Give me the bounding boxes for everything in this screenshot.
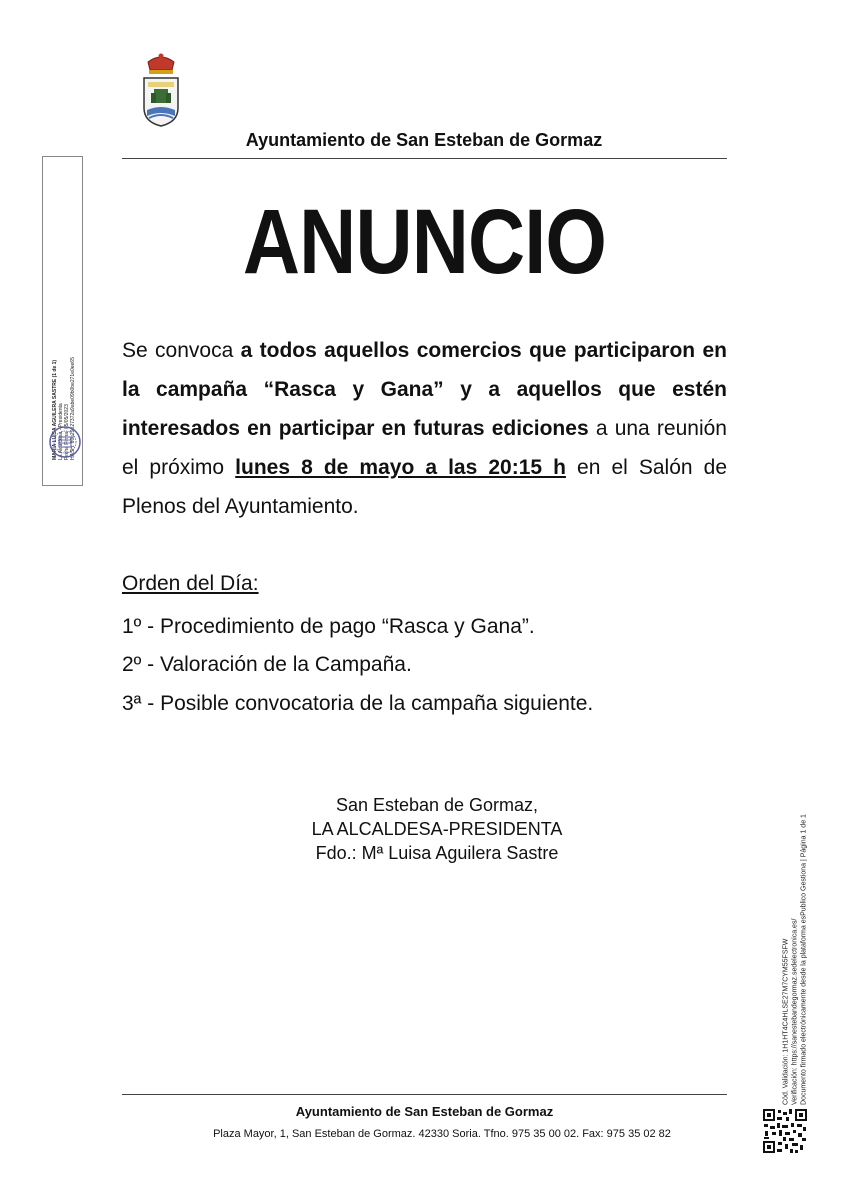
announcement-paragraph	[122, 331, 727, 526]
paragraph-location: en el Salón de Plenos del Ayuntamiento.	[122, 456, 727, 518]
e-signature-text	[52, 200, 76, 460]
agenda-title: Orden del Día:	[122, 572, 259, 595]
paragraph-recipients: a todos aquellos comercios que participaron en la campaña “Rasca y Gana” y a aquellos que estén interesados en participar en futuras ediciones	[122, 339, 727, 440]
validation-text	[782, 745, 809, 1105]
header-title: Ayuntamiento de San Esteban de Gormaz	[245, 130, 603, 150]
validation-line: Verificación: https://sanestebandegormaz.sedelectronica.es/	[791, 918, 799, 1105]
signature-name: Fdo.: Mª Luisa Aguilera Sastre	[315, 843, 559, 863]
e-signature-line: La Alcaldesa - Presidenta	[58, 403, 64, 460]
qr-code-icon	[762, 1108, 808, 1154]
validation-line: Documento firmado electrónicamente desde la plataforma esPublico Gestiona | Página 1 de 1	[800, 814, 808, 1105]
paragraph-date: lunes 8 de mayo a las 20:15 h	[235, 456, 566, 479]
agenda-item: 1º - Procedimiento de pago “Rasca y Gana”.	[122, 615, 535, 638]
page-title: ANUNCIO	[242, 191, 607, 293]
agenda-item: 3ª - Posible convocatoria de la campaña siguiente.	[122, 692, 594, 715]
footer-divider	[122, 1094, 727, 1095]
signature-place: San Esteban de Gormaz,	[335, 795, 539, 815]
validation-line: Cód. Validación: 1H1HT4C4HLSE27M7CYM55FSFW	[782, 938, 790, 1105]
signature-block	[122, 793, 752, 865]
paragraph-meeting: a una reunión el próximo	[122, 417, 727, 479]
signature-seal-icon	[48, 425, 82, 459]
e-signature-line: MARÍA LUISA AGUILERA SASTRE (1 de 1)	[52, 359, 58, 460]
municipal-coat-of-arms-icon	[140, 52, 182, 128]
agenda-item: 2º - Valoración de la Campaña.	[122, 653, 412, 676]
footer-address: Plaza Mayor, 1, San Esteban de Gormaz. 42330 Soria. Tfno. 975 35 00 02. Fax: 975 35 02 82	[213, 1128, 671, 1140]
e-signature-line: Fecha Firma: 05/05/2023	[64, 404, 70, 460]
footer-title: Ayuntamiento de San Esteban de Gormaz	[295, 1104, 554, 1119]
paragraph-intro: Se convoca	[122, 339, 241, 362]
signature-role: LA ALCALDESA-PRESIDENTA	[311, 819, 563, 839]
e-signature-line: HASH: 60e29e27372a9abe09b0be271e0ee65	[70, 357, 76, 460]
header-divider	[122, 158, 727, 159]
